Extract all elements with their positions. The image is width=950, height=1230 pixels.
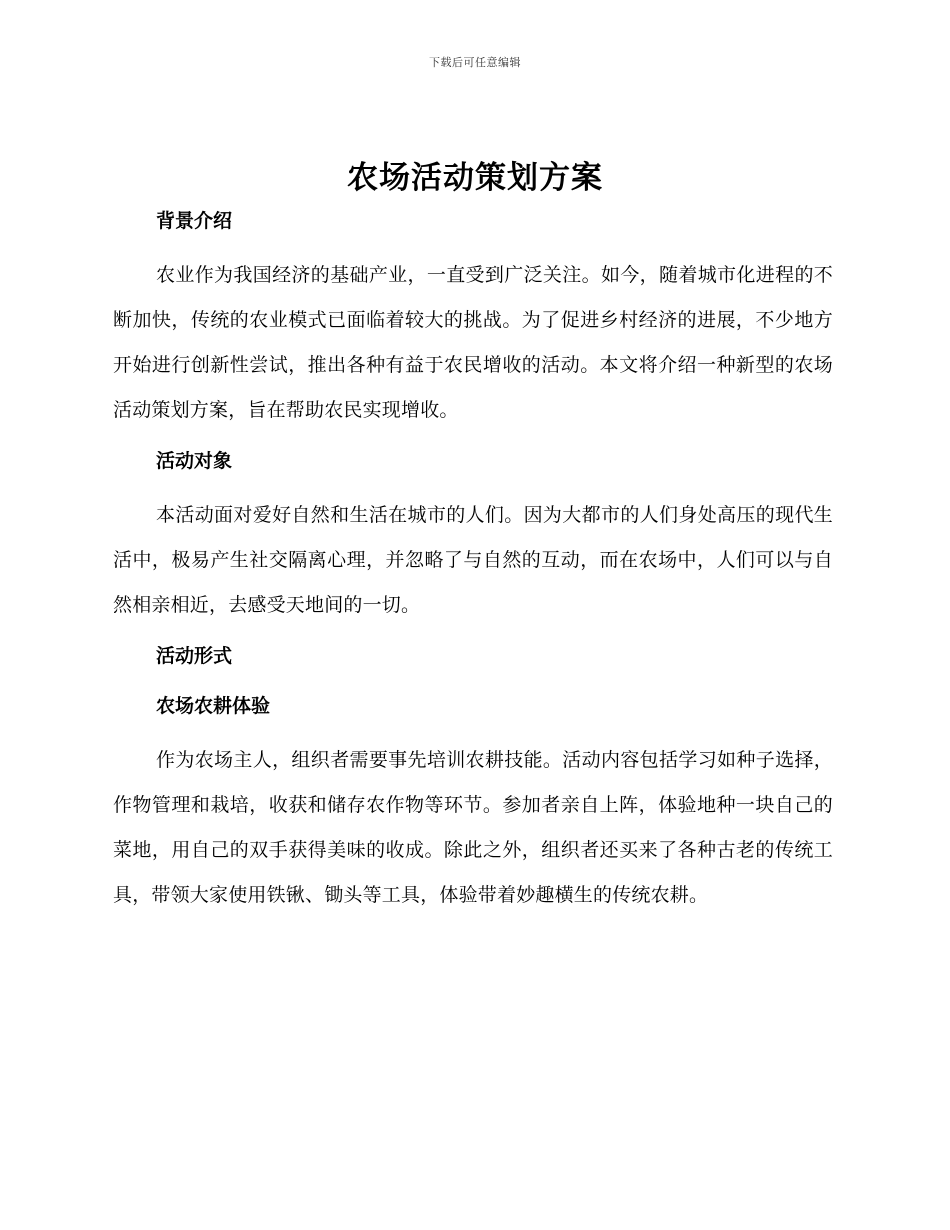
section-paragraph-background: 农业作为我国经济的基础产业，一直受到广泛关注。如今，随着城市化进程的不断加快，传统的农业模式已面临着较大的挑战。为了促进乡村经济的进展，不少地方开始进行创新性尝试，推出各种有益于农民增收的活动。本文将介绍一种新型的农场活动策划方案，旨在帮助农民实现增收。	[113, 264, 833, 421]
section-paragraph-farming: 作为农场主人，组织者需要事先培训农耕技能。活动内容包括学习如种子选择，作物管理和栽培，收获和储存农作物等环节。参加者亲自上阵，体验地种一块自己的菜地，用自己的双手获得美味的收成。除此之外，组织者还买来了各种古老的传统工具，带领大家使用铁锹、锄头等工具，体验带着妙趣横生的传统农耕。	[113, 749, 833, 906]
section-heading-farming: 农场农耕体验	[156, 695, 271, 717]
section-heading-audience: 活动对象	[156, 450, 233, 472]
section-heading-format: 活动形式	[156, 645, 233, 667]
section-paragraph-audience: 本活动面对爱好自然和生活在城市的人们。因为大都市的人们身处高压的现代生活中，极易产生社交隔离心理，并忽略了与自然的互动，而在农场中，人们可以与自然相亲相近，去感受天地间的一切。	[113, 504, 833, 616]
page-header-note: 下载后可任意编辑	[429, 56, 521, 69]
section-heading-background: 背景介绍	[156, 210, 233, 232]
document-title: 农场活动策划方案	[347, 160, 603, 196]
document-body	[113, 203, 833, 928]
